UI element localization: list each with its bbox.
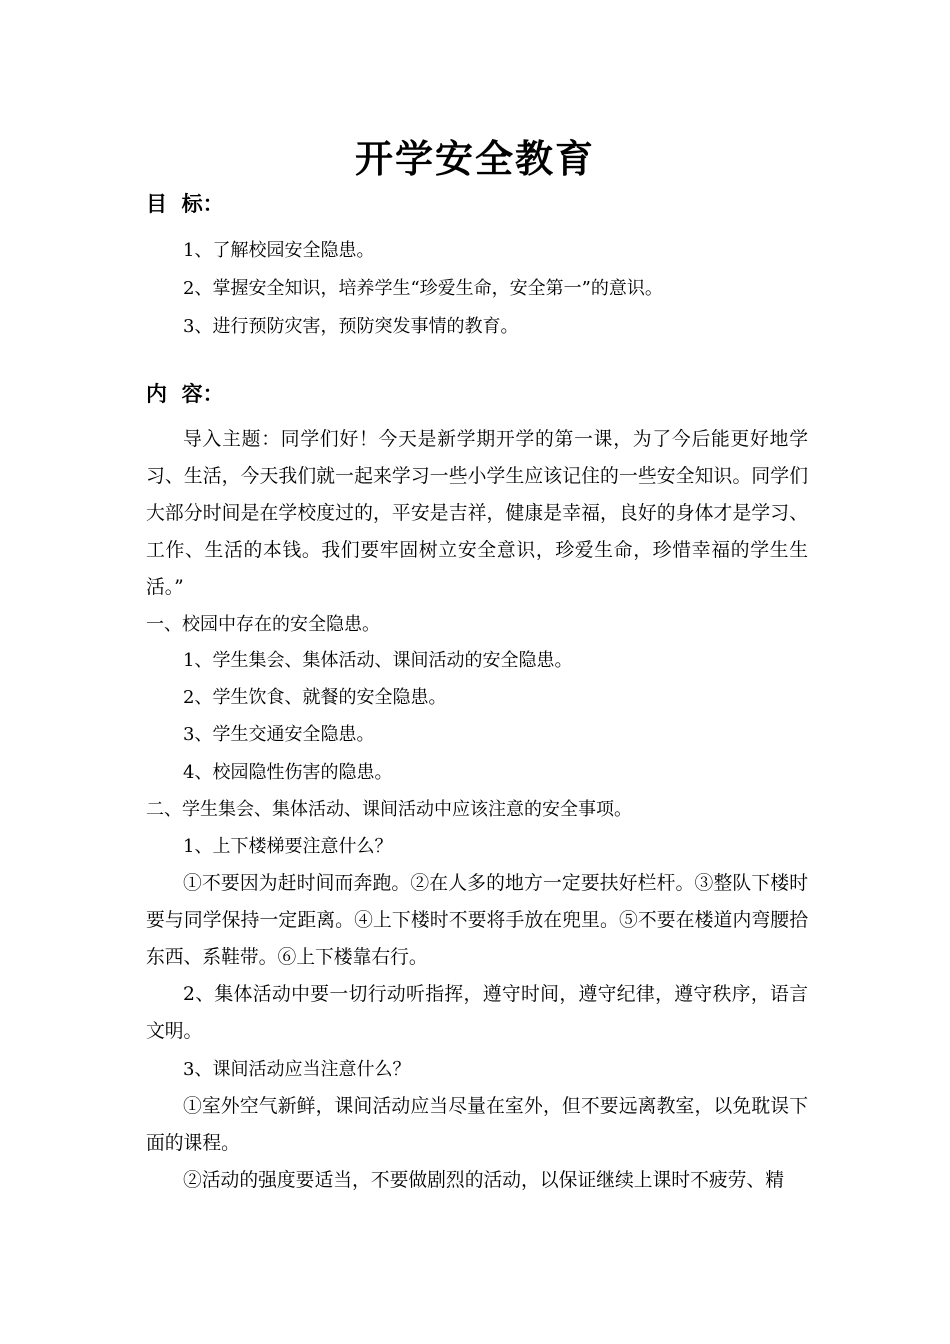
goal-item-2: 2、掌握安全知识，培养学生“珍爱生命，安全第一”的意识。 [183,278,663,299]
page-title: 开学安全教育 [354,137,595,181]
section2-question-1: 1、上下楼梯要注意什么？ [183,836,393,857]
section2-answer-1: ①不要因为赶时间而奔跑。②在人多的地方一定要扶好栏杆。③整队下楼时要与同学保持一定距离。④上下楼时不要将手放在兜里。⑤不要在楼道内弯腰拾东西、系鞋带。⑥上下楼靠右行。 [146,873,808,968]
section1-title: 一、校园中存在的安全隐患。 [146,614,380,635]
section2-point-2: 2、集体活动中要一切行动听指挥，遵守时间，遵守纪律，遵守秩序，语言文明。 [146,984,808,1042]
section2-title: 二、学生集会、集体活动、课间活动中应该注意的安全事项。 [146,799,632,820]
section1-item-2: 2、学生饮食、就餐的安全隐患。 [183,687,447,708]
goals-heading: 目 标： [146,192,224,216]
section1-item-3: 3、学生交通安全隐患。 [183,724,375,745]
goal-item-3: 3、进行预防灾害，预防突发事情的教育。 [183,316,519,337]
section2-answer-3-2: ②活动的强度要适当，不要做剧烈的活动，以保证继续上课时不疲劳、精 [183,1170,784,1191]
content-heading: 内 容： [146,382,224,406]
section1-item-4: 4、校园隐性伤害的隐患。 [183,762,393,783]
intro-paragraph: 导入主题：同学们好！今天是新学期开学的第一课，为了今后能更好地学习、生活，今天我们就一起来学习一些小学生应该记住的一些安全知识。同学们大部分时间是在学校度过的，平安是吉祥，健康是幸福，良好的身体才是学习、工作、生活的本钱。我们要牢固树立安全意识，珍爱生命，珍惜幸福的学生生活。” [146,429,808,598]
section2-question-3: 3、课间活动应当注意什么？ [183,1059,411,1080]
goal-item-1: 1、了解校园安全隐患。 [183,240,375,261]
section2-answer-3-1: ①室外空气新鲜，课间活动应当尽量在室外，但不要远离教室，以免耽误下面的课程。 [146,1096,808,1154]
section1-item-1: 1、学生集会、集体活动、课间活动的安全隐患。 [183,650,573,671]
